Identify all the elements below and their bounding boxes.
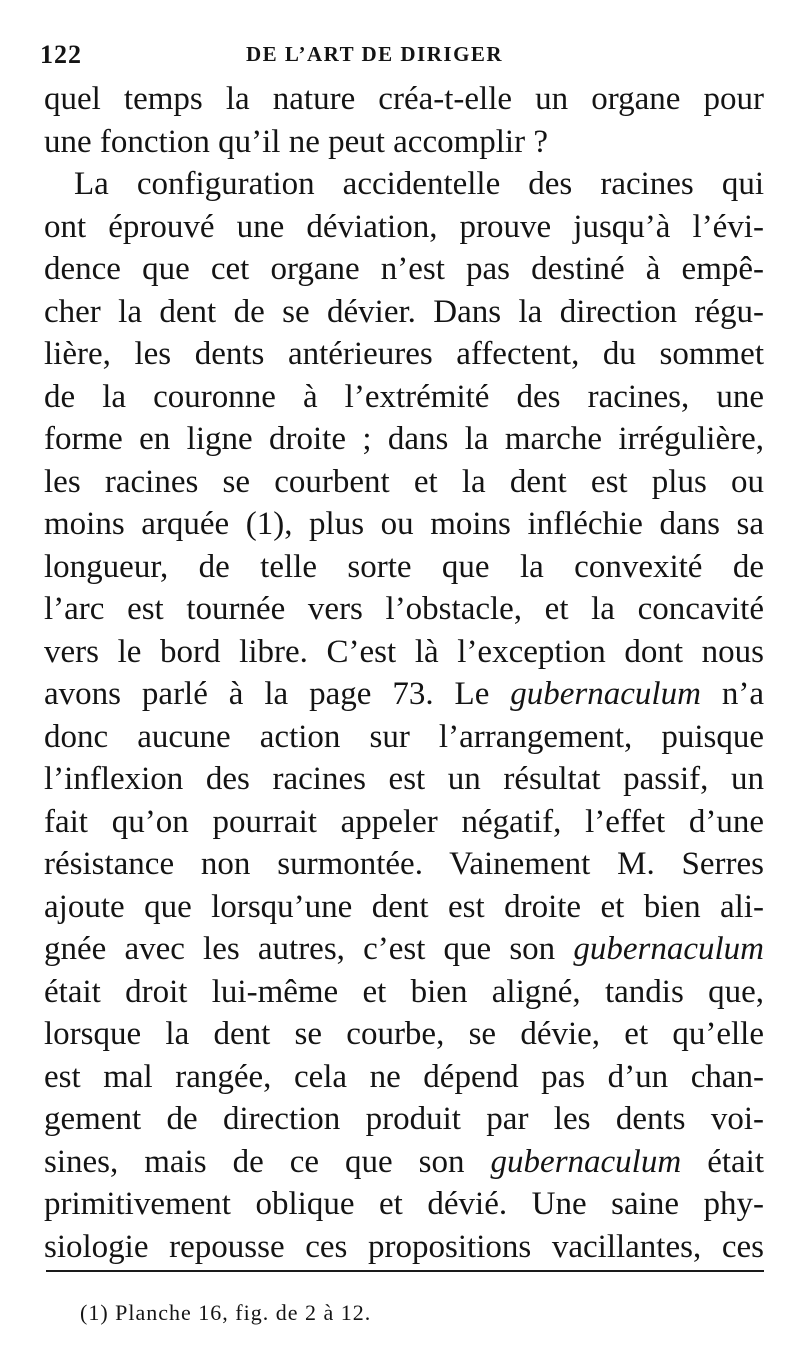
text-line — [44, 1141, 764, 1184]
text-line: ajoute que lorsqu’une dent est droite et bien ali- — [44, 888, 764, 925]
text-line: ont éprouvé une déviation, prouve jusqu’à l’évi- — [44, 208, 764, 245]
text-line: lière, les dents antérieures affectent, du sommet — [44, 336, 764, 372]
text-line — [44, 928, 764, 971]
text-line: quel temps la nature créa-t-elle un organe pour — [44, 81, 764, 117]
text-line: était droit lui-même et bien aligné, tandis que, — [44, 973, 764, 1010]
text-line: siologie repousse ces propositions vacillantes, ces — [44, 1228, 764, 1265]
text-line: l’inflexion des racines est un résultat passif, un — [44, 761, 764, 797]
text-line: une fonction qu’il ne peut accomplir ? — [44, 123, 548, 160]
text-segment: n’a — [700, 676, 764, 712]
page-number: 122 — [40, 40, 82, 69]
text-line: moins arquée (1), plus ou moins infléchie dans sa — [44, 506, 764, 542]
text-line: longueur, de telle sorte que la convexité de — [44, 548, 764, 585]
text-segment: était — [681, 1143, 764, 1180]
text-line: forme en ligne droite ; dans la marche irrégulière, — [44, 421, 764, 457]
text-line: lorsque la dent se courbe, se dévie, et qu’elle — [44, 1016, 764, 1052]
italic-term: gubernaculum — [573, 931, 764, 967]
text-line: vers le bord libre. C’est là l’exception dont nous — [44, 633, 764, 670]
text-line: gement de direction produit par les dents voi- — [44, 1101, 764, 1137]
text-line: résistance non surmontée. Vainement M. Serres — [44, 846, 764, 882]
text-line: l’arc est tournée vers l’obstacle, et la concavité — [44, 591, 764, 627]
page-header — [40, 36, 760, 76]
footnote-rule — [46, 1270, 764, 1272]
text-line: primitivement oblique et dévié. Une saine phy- — [44, 1186, 764, 1222]
text-segment: gnée avec les autres, c’est que son — [44, 931, 574, 967]
text-segment: avons parlé à la page 73. Le — [44, 676, 511, 712]
text-line — [44, 673, 764, 716]
body-text — [44, 78, 764, 1268]
text-line: donc aucune action sur l’arrangement, puisque — [44, 718, 764, 755]
footnote: (1) Planche 16, fig. de 2 à 12. — [80, 1300, 372, 1325]
text-line: fait qu’on pourrait appeler négatif, l’effet d’une — [44, 803, 764, 840]
text-line: les racines se courbent et la dent est plus ou — [44, 463, 764, 500]
running-title: DE L’ART DE DIRIGER — [246, 42, 504, 66]
text-line: de la couronne à l’extrémité des racines, une — [44, 378, 764, 415]
text-line: La configuration accidentelle des racines qui — [74, 166, 764, 202]
text-line: est mal rangée, cela ne dépend pas d’un chan- — [44, 1058, 764, 1095]
italic-term: gubernaculum — [510, 676, 701, 712]
text-line: cher la dent de se dévier. Dans la direction régu- — [44, 293, 764, 330]
text-line: dence que cet organe n’est pas destiné à empê- — [44, 251, 764, 287]
text-segment: sines, mais de ce que son — [44, 1143, 491, 1180]
italic-term: gubernaculum — [490, 1143, 682, 1180]
